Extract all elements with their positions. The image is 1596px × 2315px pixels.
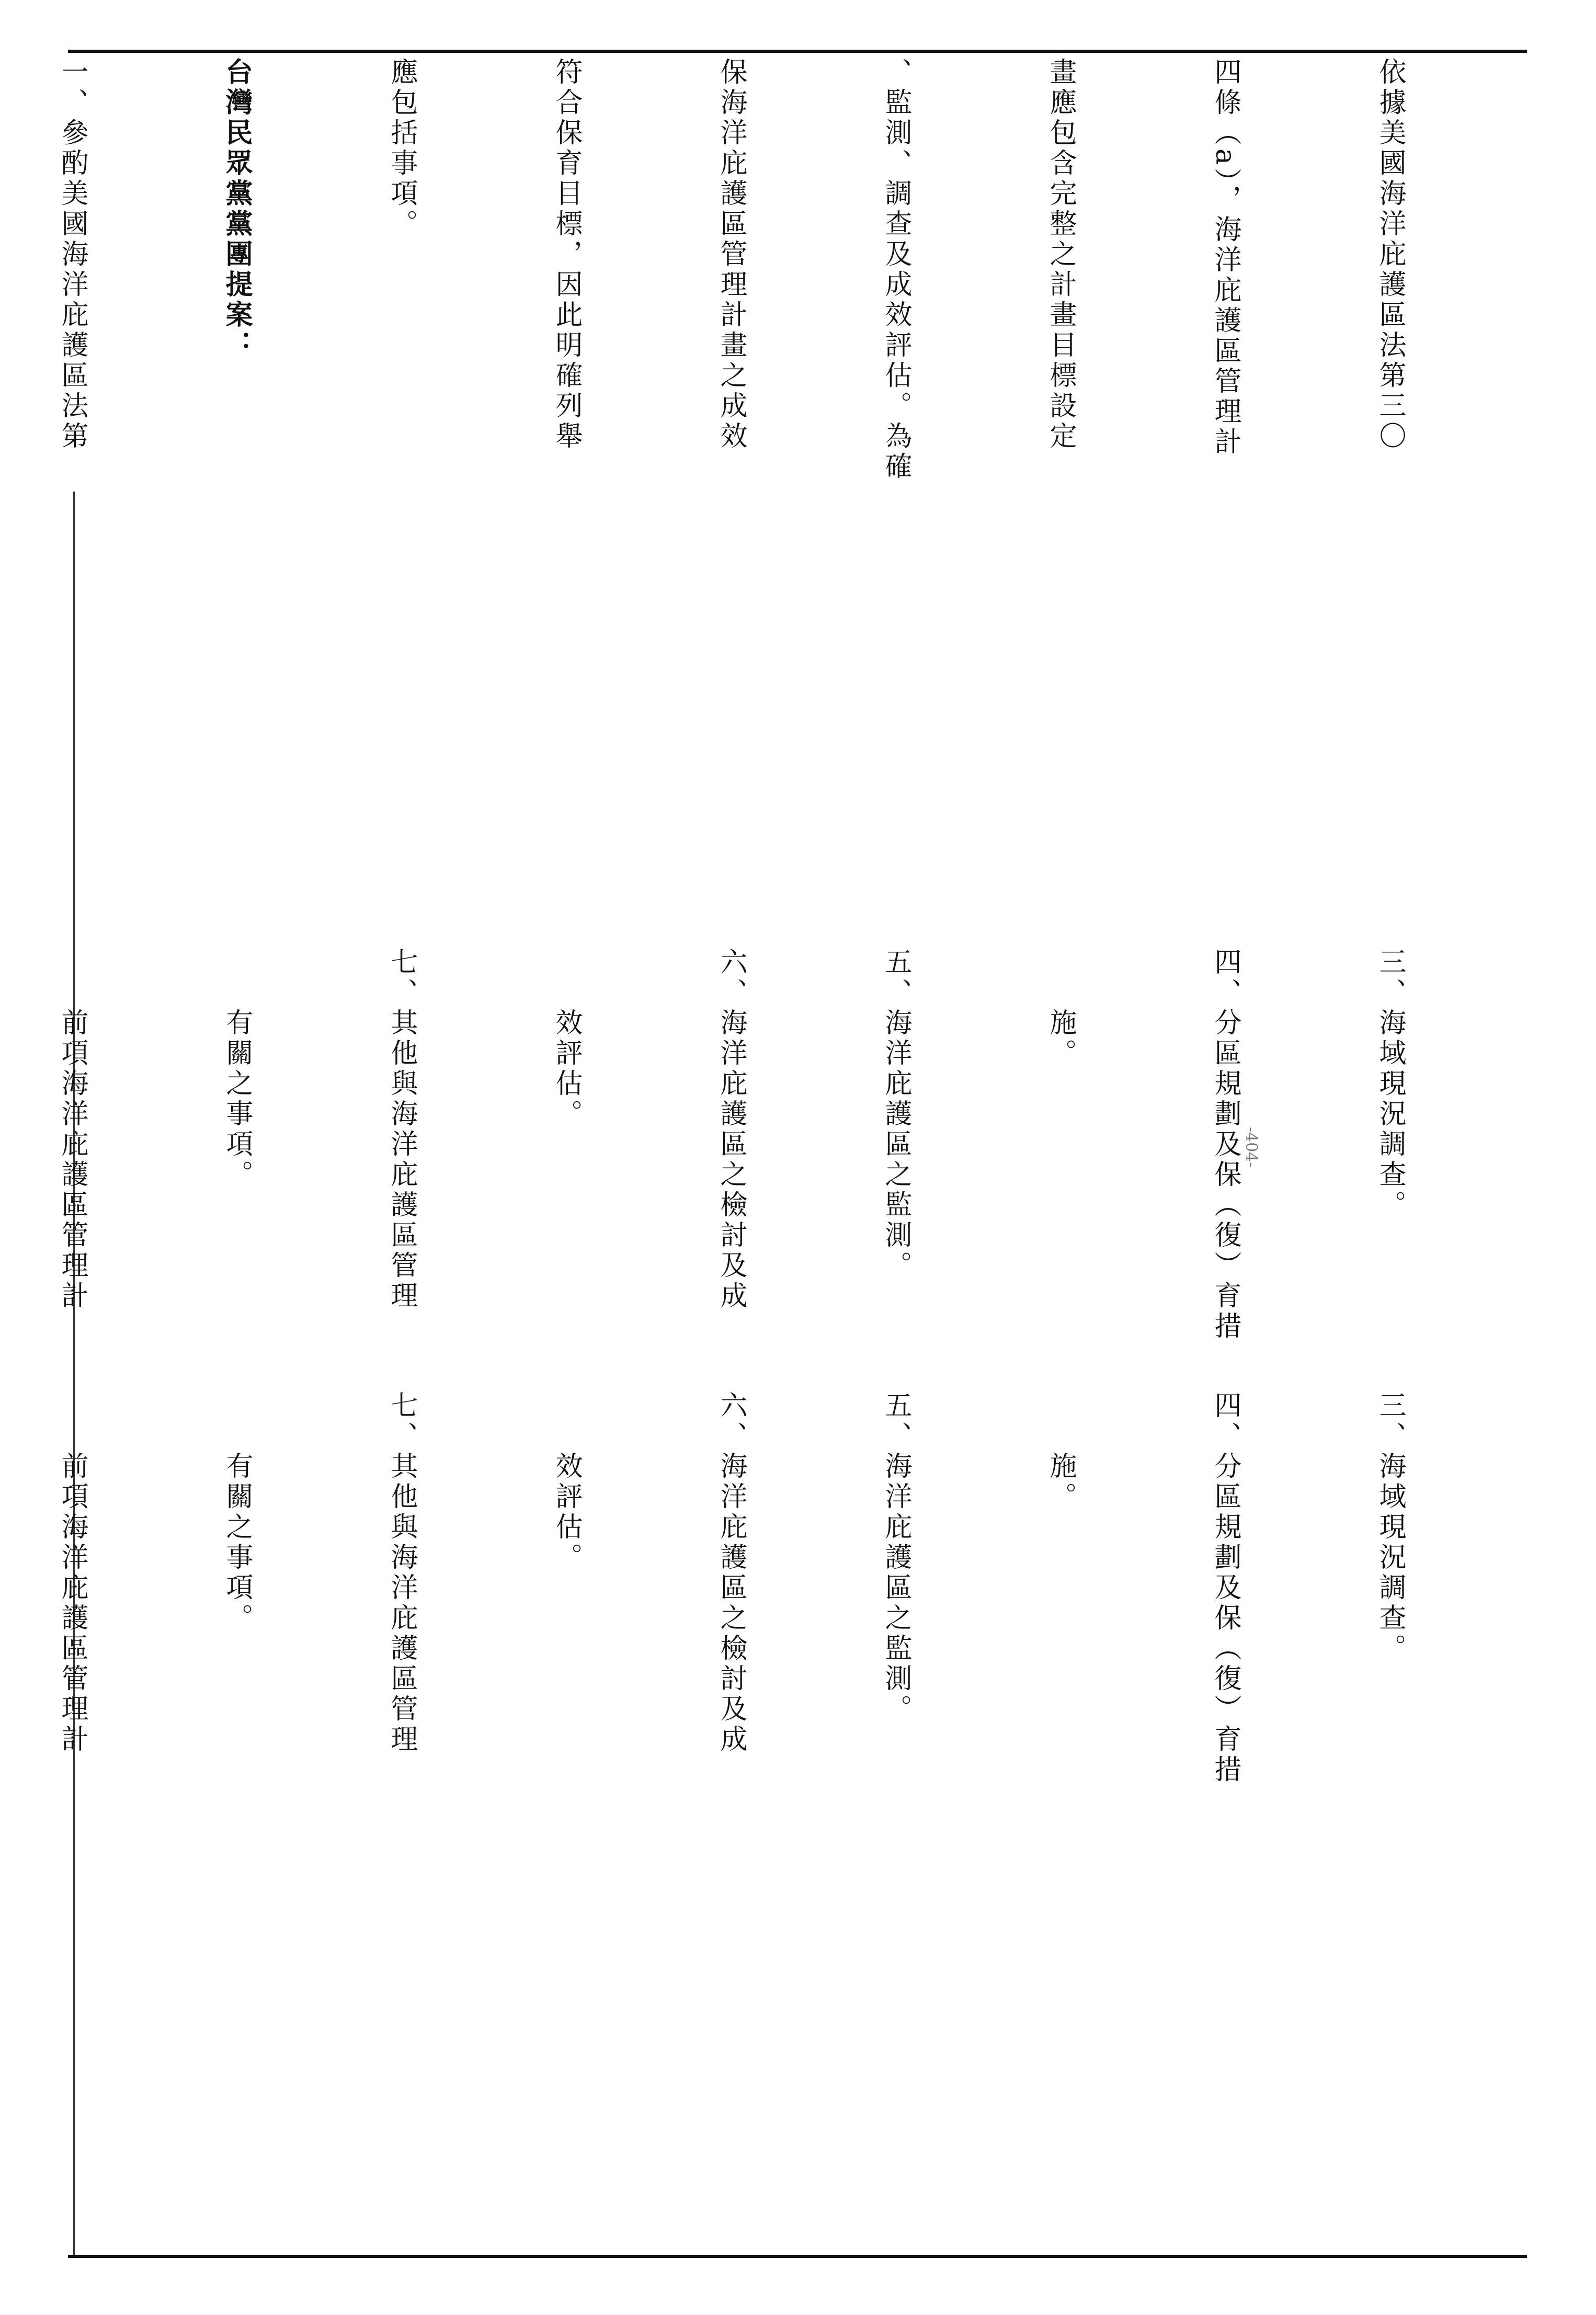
text-line: 符合保育目標，因此明確列舉 [551,58,582,452]
text-line: 畫應包含完整之計畫目標設定 [1045,58,1076,452]
text-line: 效評估。 [551,1391,582,1573]
text-line: 三、海域現況調查。 [1374,1391,1406,1664]
text-line: 一、參酌美國海洋庇護區法第 [56,58,88,452]
text-line: 施。 [1045,1391,1076,1512]
text-line: 四、分區規劃及保（復）育措 [1210,948,1241,1342]
text-line: 效評估。 [551,948,582,1130]
top-rule [68,50,1527,53]
text-line: 、監測、調查及成效評估。為確 [880,58,911,482]
text-line: 六、海洋庇護區之檢討及成 [715,1391,747,1755]
text-line: 六、海洋庇護區之檢討及成 [715,948,747,1312]
bottom-rule [68,2255,1527,2258]
text-line: 保海洋庇護區管理計畫之成效 [715,58,747,452]
text-line: 施。 [1045,948,1076,1069]
proposal-heading: 台灣民眾黨黨團提案： [221,58,253,361]
text-line: 有關之事項。 [221,1391,253,1634]
column-separator [73,492,75,934]
text-line: 有關之事項。 [221,948,253,1190]
text-column-a [56,1391,1527,2228]
text-line: 依據美國海洋庇護區法第三〇 [1374,58,1406,452]
text-line: 五、海洋庇護區之監測。 [880,1391,911,1725]
text-line: 前項海洋庇護區管理計 [56,948,88,1312]
text-line: 三、海域現況調查。 [1374,948,1406,1221]
text-line: 四條（a），海洋庇護區管理計 [1210,58,1241,458]
text-column-c [56,58,1527,486]
text-line: 七、其他與海洋庇護區管理 [386,948,417,1312]
text-line: 五、海洋庇護區之監測。 [880,948,911,1281]
text-line: 四、分區規劃及保（復）育措 [1210,1391,1241,1785]
text-line: 前項海洋庇護區管理計 [56,1391,88,1755]
page-number: -404- [1242,1127,1260,1168]
text-line: 應包括事項。 [386,58,417,240]
text-line: 七、其他與海洋庇護區管理 [386,1391,417,1755]
